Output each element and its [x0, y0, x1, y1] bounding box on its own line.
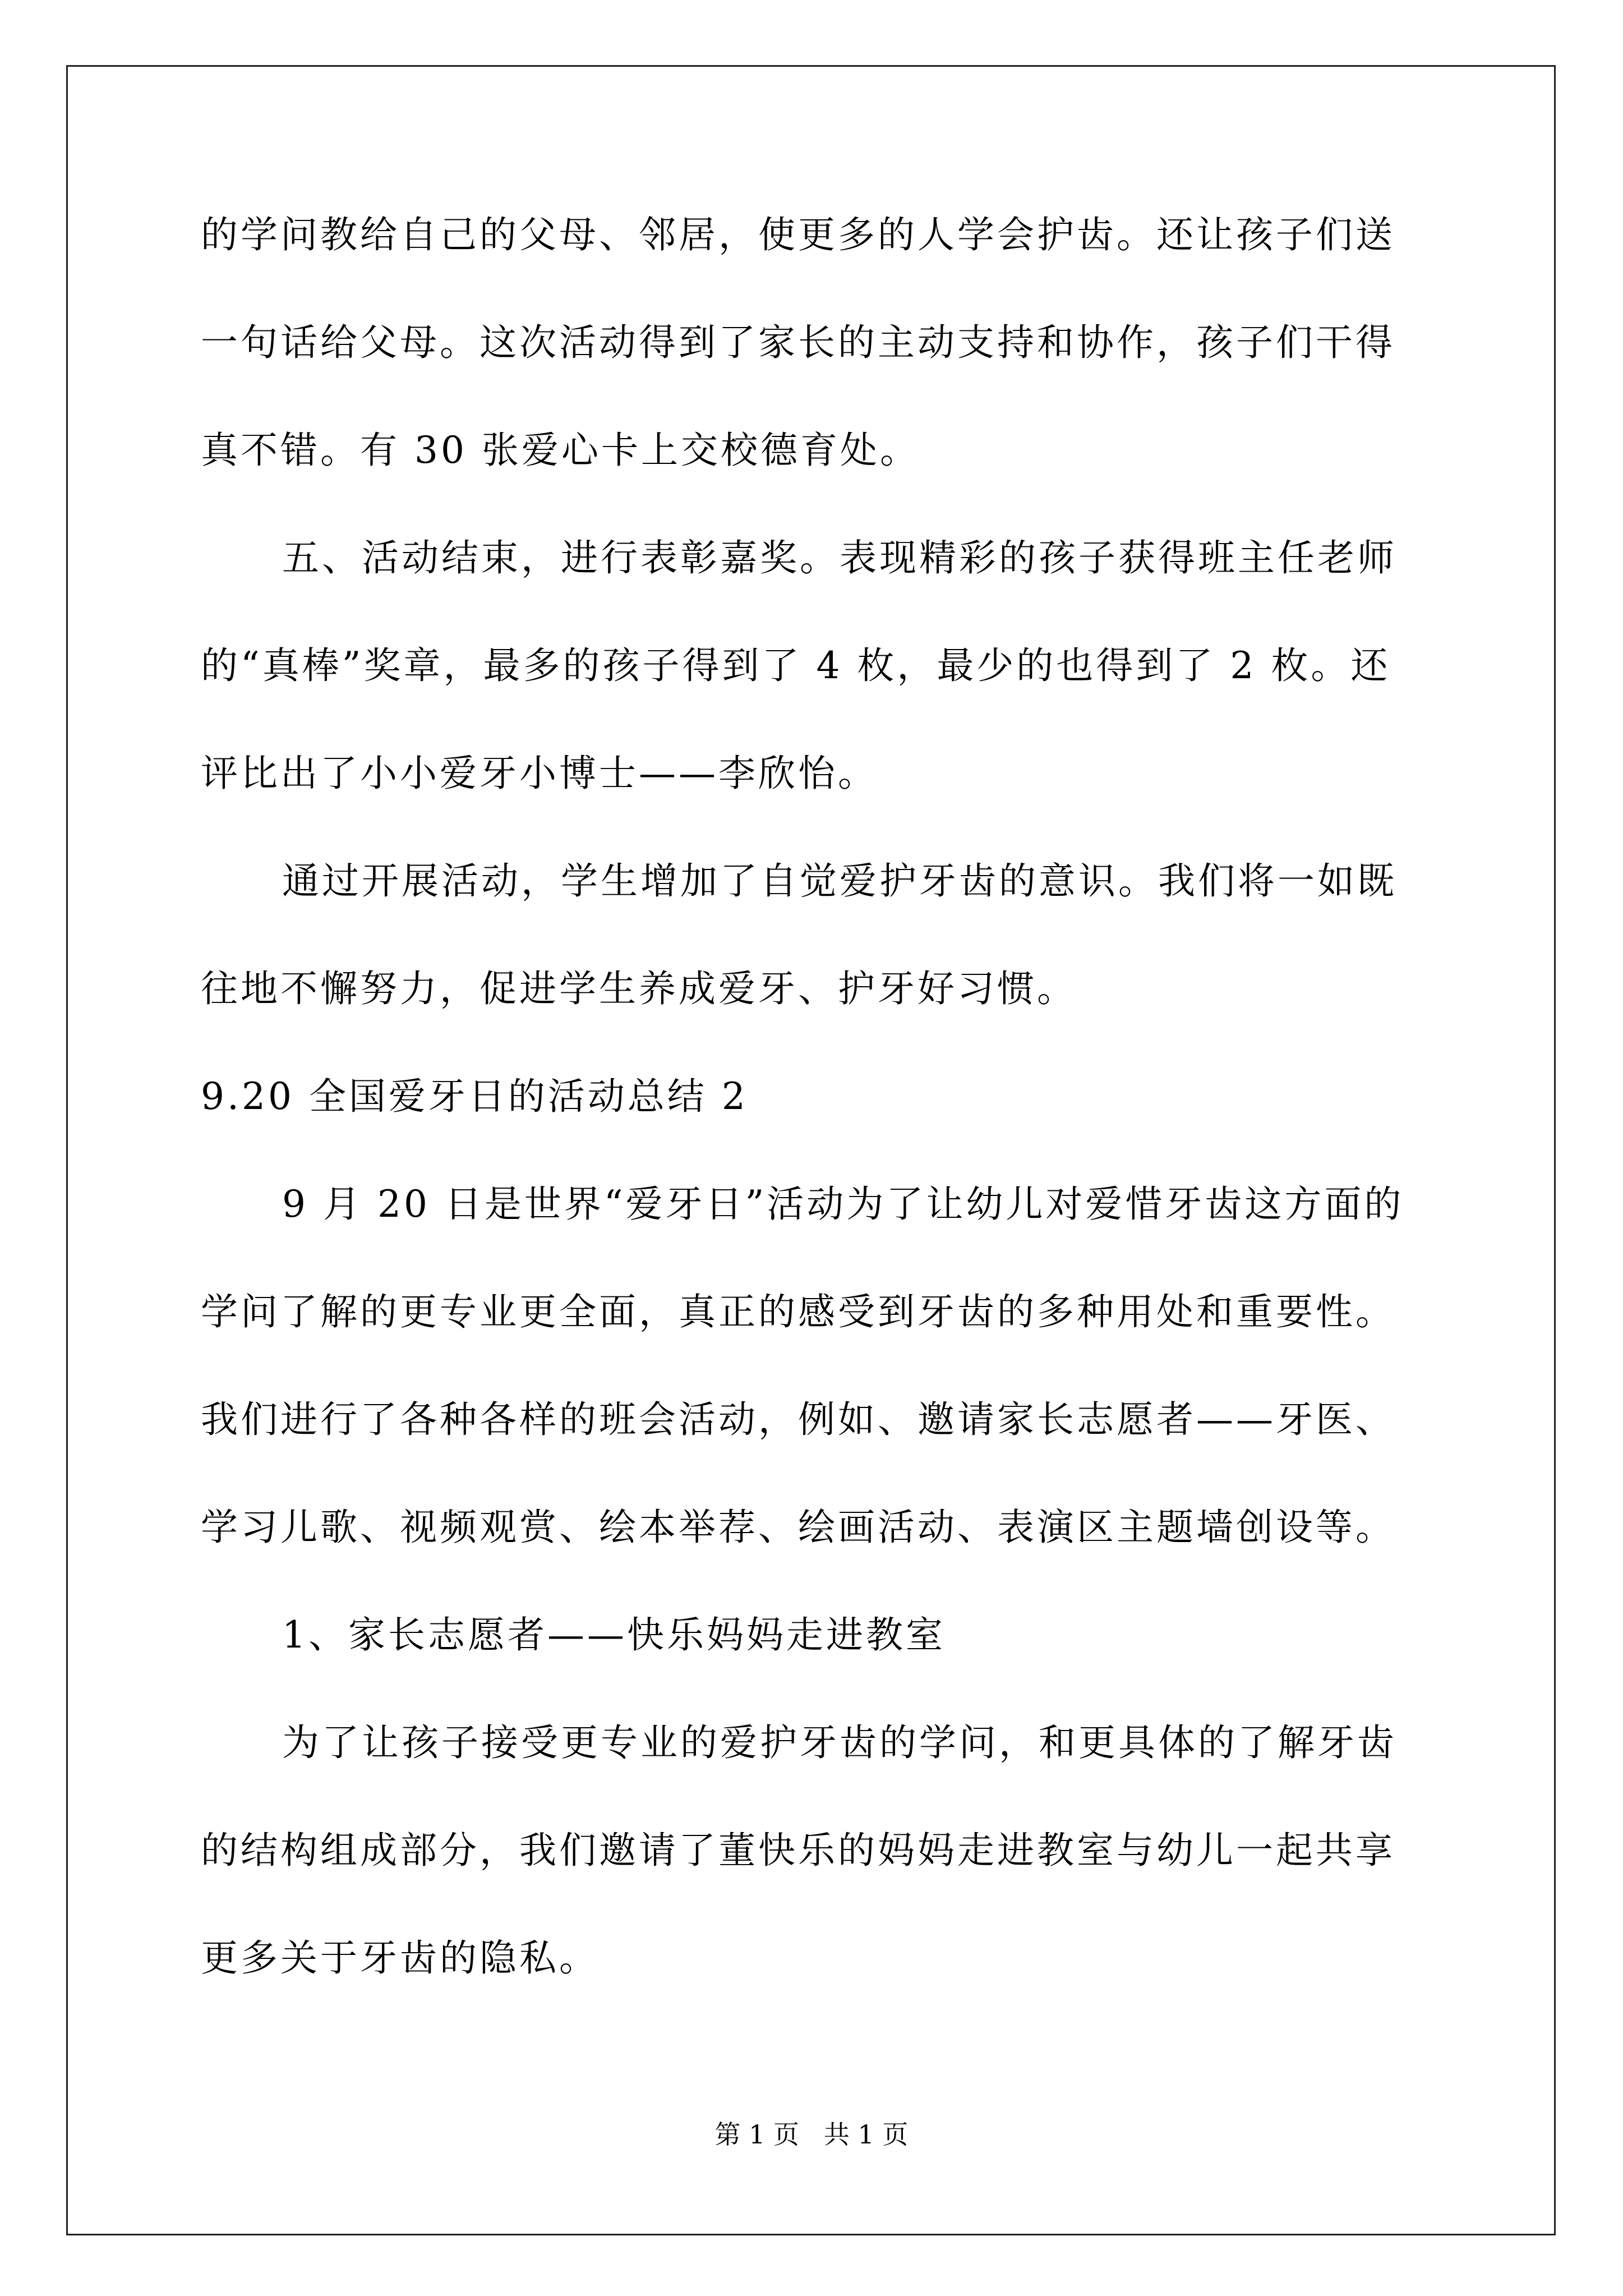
- section-heading: 9.20 全国爱牙日的活动总结 2: [201, 1075, 748, 1118]
- paragraph-line: 一句话给父母。这次活动得到了家长的主动支持和协作，孩子们干得: [201, 321, 1395, 364]
- paragraph-line: 评比出了小小爱牙小博士——李欣怡。: [201, 752, 878, 795]
- paragraph-line: 更多关于牙齿的隐私。: [201, 1936, 599, 1980]
- paragraph-line: 真不错。有 30 张爱心卡上交校德育处。: [201, 429, 920, 472]
- paragraph-line: 通过开展活动，学生增加了自觉爱护牙齿的意识。我们将一如既: [282, 859, 1397, 903]
- paragraph-line: 的“真棒”奖章，最多的孩子得到了 4 枚，最少的也得到了 2 枚。还: [201, 644, 1391, 687]
- subsection-heading: 1、家长志愿者——快乐妈妈走进教室: [282, 1613, 946, 1657]
- paragraph-line: 我们进行了各种各样的班会活动，例如、邀请家长志愿者——牙医、: [201, 1398, 1395, 1441]
- page-border: [66, 65, 1556, 2235]
- paragraph-line: 学问了解的更专业更全面，真正的感受到牙齿的多种用处和重要性。: [201, 1290, 1395, 1333]
- page-footer: 第 1 页 共 1 页: [714, 2119, 909, 2150]
- paragraph-line: 9 月 20 日是世界“爱牙日”活动为了让幼儿对爱惜牙齿这方面的: [282, 1182, 1404, 1226]
- paragraph-line: 学习儿歌、视频观赏、绘本举荐、绘画活动、表演区主题墙创设等。: [201, 1506, 1395, 1549]
- paragraph-line: 往地不懈努力，促进学生养成爱牙、护牙好习惯。: [201, 967, 1077, 1010]
- paragraph-line: 五、活动结束，进行表彰嘉奖。表现精彩的孩子获得班主任老师: [282, 536, 1397, 579]
- paragraph-line: 的结构组成部分，我们邀请了董快乐的妈妈走进教室与幼儿一起共享: [201, 1829, 1395, 1872]
- paragraph-line: 为了让孩子接受更专业的爱护牙齿的学问，和更具体的了解牙齿: [282, 1721, 1397, 1764]
- paragraph-line: 的学问教给自己的父母、邻居，使更多的人学会护齿。还让孩子们送: [201, 213, 1395, 256]
